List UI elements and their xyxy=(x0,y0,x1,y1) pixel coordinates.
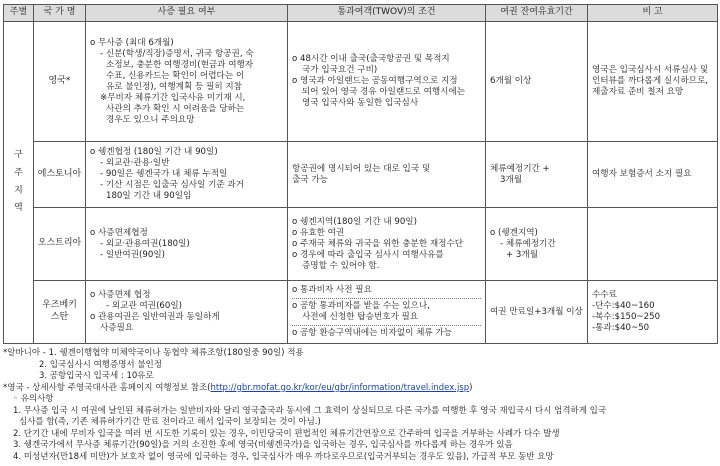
note-albania-3: 3. 공항입국시 입국세 : 10유로 xyxy=(39,371,154,382)
passport-line: - 체류예정기간 xyxy=(500,238,556,249)
passport-cell xyxy=(486,142,588,208)
region-char: 지 xyxy=(14,185,23,196)
twov-line: o 영국과 아일랜드는 공동여행구역으로 지정 xyxy=(292,76,458,86)
visa-line: o 쉥겐협정 (180일 기간 내 90일) xyxy=(90,147,218,157)
remarks-line: 수수료 xyxy=(592,290,617,300)
passport-cell xyxy=(486,208,588,281)
country-name-line: 우즈베키 xyxy=(42,300,77,311)
remarks-cell: 영국은 입국심사시 서류심사 및 인터뷰를 까다롭게 실시하므로, 제출자료 준비 철저 요망 xyxy=(588,22,718,142)
table-row xyxy=(4,208,718,281)
region-char: 역 xyxy=(14,203,23,214)
region-char: 구 xyxy=(14,150,23,161)
passport-line: 3개월 xyxy=(500,174,523,185)
passport-cell: 6개월 이상 xyxy=(486,22,588,142)
remarks-line: -복수:$150~250 xyxy=(592,312,661,322)
twov-line: o 쉥겐지역(180일 기간 내 90일) xyxy=(292,216,417,227)
twov-line: 국가 입국요건 구비) xyxy=(302,65,378,75)
region-char: 주 xyxy=(14,167,23,178)
twov-line: 출국 가능 xyxy=(292,174,328,185)
visa-line: - 신분(학생/직장)증명서, 귀국 항공권, 숙 xyxy=(100,48,254,59)
header-passport: 여권 잔여유효기간 xyxy=(486,5,588,22)
twov-line: 영국 입국사와 동일한 입국심사 xyxy=(302,98,419,108)
remarks-cell xyxy=(588,281,718,344)
visa-cell xyxy=(86,281,288,344)
region-cell xyxy=(4,22,34,344)
twov-line: 항공권에 명시되어 있는 대로 입국 및 xyxy=(292,163,431,174)
visa-line: o 관용여권은 일반여권과 동일하게 xyxy=(90,312,220,322)
caution-title: ◦ 유의사항 xyxy=(13,394,54,405)
visa-line: o 사증면제협정 xyxy=(90,227,148,238)
visa-line: - 외교관 여권(60일) xyxy=(106,301,183,311)
twov-line: 사전에 신청한 탑승번호가 필요 xyxy=(302,312,419,322)
remarks-line: -통과:$40~50 xyxy=(592,323,650,333)
visa-cell xyxy=(86,208,288,281)
twov-line: o 주재국 체류와 귀국을 위한 충분한 재정수단 xyxy=(292,238,464,249)
remarks-cell xyxy=(588,208,718,281)
uk-embassy-link[interactable]: http://gbr.mofat.go.kr/kor/eu/gbr/information/travel.index.jsp xyxy=(210,382,470,393)
country-name xyxy=(34,281,86,344)
twov-line: o 공항 통과비자를 받을 수는 있으나, xyxy=(292,298,481,312)
header-remarks: 비 고 xyxy=(588,5,718,22)
visa-line: ※무비자 체류기간 입국사유 미기재 시, xyxy=(100,92,246,103)
visa-line: 사관의 추가 확인 시 어려움을 당하는 xyxy=(106,103,245,114)
twov-cell xyxy=(288,208,486,281)
caution-item: 심사를 함(즉, 기존 체류허가기간 만료 전이라고 해서 입국이 보장되는 것이 아님.) xyxy=(19,417,321,428)
twov-line: 되어 있어 영국 경유 아일랜드로 여행시에는 xyxy=(302,87,466,97)
visa-line: - 외교관·관용·일반 xyxy=(100,158,170,168)
caution-item: 3. 쉥겐국가에서 무사증 체류기간(90일)을 거의 소진한 후에 영국(비쉥겐국가)을 입국하는 경우, 입국심사를 까다롭게 하는 경우가 있음 xyxy=(13,440,513,451)
visa-line: - 일반여권(90일) xyxy=(100,249,165,260)
header-twov: 통과여객(TWOV)의 조건 xyxy=(288,5,486,22)
header-country: 국 가 명 xyxy=(34,5,86,22)
caution-item: 2. 단기간 내에 무비자 입국을 여러 번 시도한 기록이 있는 경우, 이민당국이 편법적인 체류기간연장으로 간주하여 입국을 거부하는 사례가 다수 발생 xyxy=(13,428,560,439)
table-row xyxy=(4,281,718,344)
visa-table xyxy=(3,4,718,344)
passport-cell: 여권 만료일+3개월 이상 xyxy=(486,281,588,344)
visa-line: 수표, 신용카드는 확인이 어렵다는 이 xyxy=(106,70,245,81)
twov-cell xyxy=(288,22,486,142)
twov-line: o 공항 환승구역내에는 비자없이 체류 가능 xyxy=(292,325,481,339)
header-visa: 사증 필요 여부 xyxy=(86,5,288,22)
visa-line: 사증필요 xyxy=(100,323,134,333)
country-name: 영국* xyxy=(34,22,86,142)
country-name: 에스토니아 xyxy=(34,142,86,208)
passport-line: + 3개월 xyxy=(506,249,539,260)
visa-cell xyxy=(86,142,288,208)
note-uk xyxy=(3,383,717,395)
visa-line: - 90일은 쉥겐국가 내 체류 누적일 xyxy=(100,169,228,179)
visa-line: 180일 기간 내 90일임 xyxy=(106,191,192,201)
note-uk-prefix: *영국 - 상세사항 주영국대사관 홈페이지 여행정보 참조( xyxy=(3,382,211,393)
caution-item: 1. 무사증 입국 시 여권에 날인된 체류허가는 일반비자와 달리 영국출국과 동시에 그 효력이 상실되므로 다른 국가를 여행한 후 영국 재입국시 다시 엄격하게 입국 xyxy=(13,405,607,416)
visa-line: - 외교·관용여권(180일) xyxy=(100,238,190,249)
passport-line: 체류예정기간 + xyxy=(490,163,550,174)
visa-line: o 사증면제 협정 xyxy=(90,290,151,300)
table-row xyxy=(4,142,718,208)
twov-cell xyxy=(288,281,486,344)
twov-line: o 48시간 이내 출국(출국항공권 및 목적지 xyxy=(292,54,450,64)
twov-line: o 통과비자 사전 필요 xyxy=(292,285,372,295)
header-region: 주별 xyxy=(4,5,34,22)
twov-line: o 유효한 여권 xyxy=(292,227,345,238)
visa-cell xyxy=(86,22,288,142)
country-name: 오스트리아 xyxy=(34,208,86,281)
visa-line: 소정보, 충분한 여행경비(현금과 여행자 xyxy=(106,59,254,70)
country-name-line: 스탄 xyxy=(50,312,69,322)
note-uk-suffix: ) xyxy=(469,382,473,393)
remarks-line: -단수:$40~160 xyxy=(592,301,655,311)
footnotes xyxy=(3,348,717,463)
twov-line: o 경우에 따라 출입국 심사시 여행사유를 xyxy=(292,249,444,260)
passport-line: o (쉥겐지역) xyxy=(490,227,538,238)
table-header-row xyxy=(4,5,718,22)
note-albania-2: 2. 입국심사시 여행증명서 불인정 xyxy=(39,359,162,370)
visa-line: o 무사증 (최대 6개월) xyxy=(90,37,174,48)
table-row xyxy=(4,22,718,142)
twov-cell xyxy=(288,142,486,208)
remarks-cell: 여행자 보험증서 소지 필요 xyxy=(588,142,718,208)
note-albania: *알바니아 - 1. 쉥겐이행협약 미체약국이나 동협약 체류조항(180일중 90일) 적용 xyxy=(3,348,304,358)
visa-line: - 기산 시점은 입출국 심사일 기준 과거 xyxy=(100,180,245,190)
visa-line: 경우도 있으니 주의요망 xyxy=(106,114,195,125)
caution-item: 4. 미성년자(만18세 미만)가 보호자 없이 영국에 입국하는 경우, 입국심사가 매우 까다로우므로(입국거부되는 경우도 있음), 가급적 부모 동반 요망 xyxy=(13,451,554,462)
twov-line: 증명할 수 있어야 함. xyxy=(302,260,380,271)
visa-line: 유로 불인정), 여행계획 등 필히 지참 xyxy=(106,81,242,92)
